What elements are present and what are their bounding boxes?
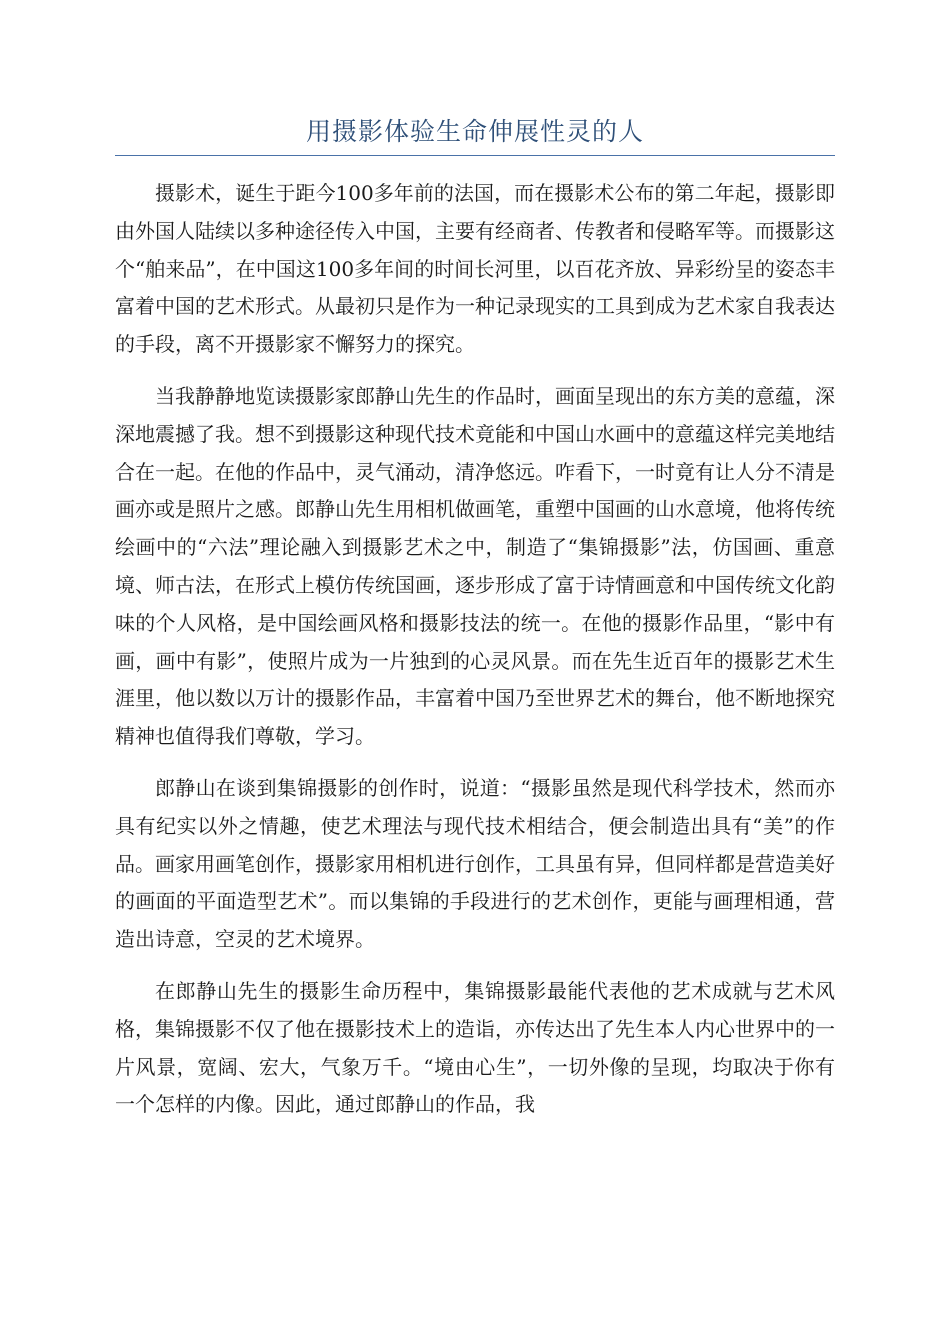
paragraph-1: 摄影术，诞生于距今100多年前的法国，而在摄影术公布的第二年起，摄影即由外国人陆续以多种途径传入中国，主要有经商者、传教者和侵略军等。而摄影这个“舶来品”，在中国这100多年间的时间长河里，以百花齐放、异彩纷呈的姿态丰富着中国的艺术形式。从最初只是作为一种记录现实的工具到成为艺术家自我表达的手段，离不开摄影家不懈努力的探究。 [115, 181, 835, 357]
title-underline [115, 155, 835, 156]
paragraph-3: 郎静山在谈到集锦摄影的创作时，说道：“摄影虽然是现代科学技术，然而亦具有纪实以外之情趣，使艺术理法与现代技术相结合，便会制造出具有“美”的作品。画家用画笔创作，摄影家用相机进行创作，工具虽有异，但同样都是营造美好的画面的平面造型艺术”。而以集锦的手段进行的艺术创作，更能与画理相通，营造出诗意，空灵的艺术境界。 [115, 775, 835, 952]
document-body [115, 175, 835, 1138]
paragraph-4: 在郎静山先生的摄影生命历程中，集锦摄影最能代表他的艺术成就与艺术风格，集锦摄影不仅了他在摄影技术上的造诣，亦传达出了先生本人内心世界中的一片风景，宽阔、宏大，气象万千。“境由心生”，一切外像的呈现，均取决于你有一个怎样的内像。因此，通过郎静山的作品，我 [115, 978, 835, 1117]
paragraph-2: 当我静静地览读摄影家郎静山先生的作品时，画面呈现出的东方美的意蕴，深深地震撼了我。想不到摄影这种现代技术竟能和中国山水画中的意蕴这样完美地结合在一起。在他的作品中，灵气涌动，清净悠远。咋看下，一时竟有让人分不清是画亦或是照片之感。郎静山先生用相机做画笔，重塑中国画的山水意境，他将传统绘画中的“六法”理论融入到摄影艺术之中，制造了“集锦摄影”法，仿国画、重意境、师古法，在形式上模仿传统国画，逐步形成了富于诗情画意和中国传统文化韵味的个人风格，是中国绘画风格和摄影技法的统一。在他的摄影作品里，“影中有画，画中有影”，使照片成为一片独到的心灵风景。而在先生近百年的摄影艺术生涯里，他以数以万计的摄影作品，丰富着中国乃至世界艺术的舞台，他不断地探究精神也值得我们尊敬，学习。 [115, 383, 835, 749]
document-title: 用摄影体验生命伸展性灵的人 [305, 117, 644, 146]
